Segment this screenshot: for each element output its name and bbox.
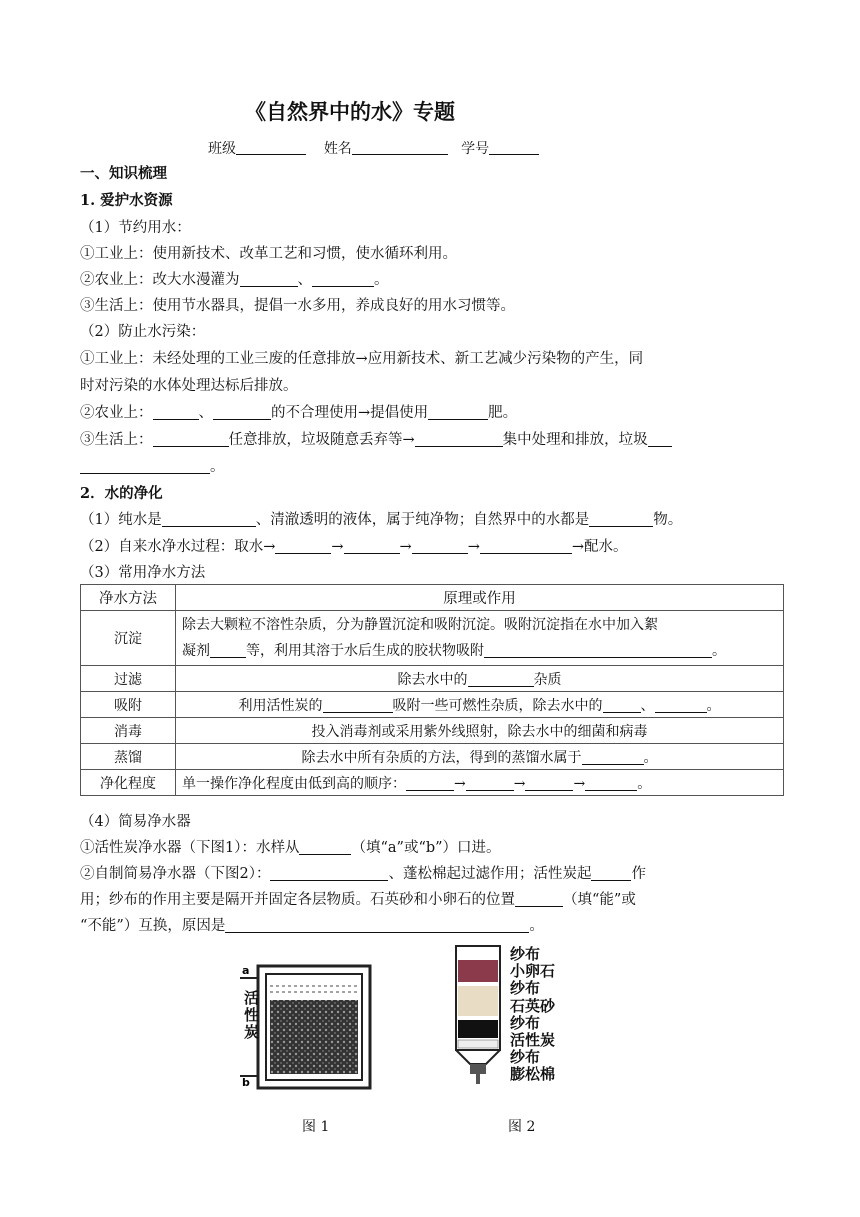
table-cell (176, 770, 784, 796)
table-header: 原理或作用 (176, 585, 784, 611)
text: 。 (637, 775, 652, 792)
label-b: b (242, 1076, 250, 1089)
answer-blank[interactable] (591, 866, 631, 881)
text: 用；纱布的作用主要是隔开并固定各层物质。石英砂和小卵石的位置 (80, 892, 515, 908)
text: → (454, 775, 466, 792)
text-line (80, 428, 672, 449)
answer-blank[interactable] (412, 539, 468, 554)
answer-blank[interactable] (153, 405, 199, 420)
table-cell: 净化程度 (81, 770, 176, 796)
table-row (81, 744, 784, 770)
answer-blank[interactable] (589, 512, 653, 527)
text-line (80, 455, 225, 476)
table-row (81, 770, 784, 796)
bottle-neck (456, 1050, 500, 1064)
answer-blank[interactable] (525, 776, 573, 791)
text: （填“a”或“b”）口进。 (351, 840, 501, 856)
label-gauze: 纱布 (510, 1048, 541, 1067)
text-line: ①工业上：未经处理的工业三废的任意排放→应用新技术、新工艺减少污染物的产生，同 (80, 351, 644, 367)
text: 单一操作净化程度由低到高的顺序： (182, 775, 406, 792)
cotton-layer (458, 1040, 498, 1048)
label-gauze: 纱布 (510, 945, 541, 963)
answer-blank[interactable] (648, 432, 672, 447)
table-cell: 投入消毒剂或采用紫外线照射，除去水中的细菌和病毒 (176, 718, 784, 744)
answer-blank[interactable] (210, 643, 246, 658)
text-line: （1）节约用水： (80, 220, 191, 236)
pebble-layer (458, 960, 498, 982)
text: →配水。 (571, 539, 628, 555)
text-line: （3）常用净水方法 (80, 565, 206, 581)
answer-blank[interactable] (582, 750, 644, 765)
outlet (476, 1074, 480, 1084)
figure-2-homemade-purifier (448, 940, 508, 1088)
text: 。 (374, 272, 389, 288)
answer-blank[interactable] (80, 459, 210, 474)
answer-blank[interactable] (275, 539, 331, 554)
text-line (80, 508, 682, 529)
sand-layer (458, 986, 498, 1016)
answer-blank[interactable] (270, 866, 388, 881)
text: 利用活性炭的 (238, 697, 323, 714)
label-pebble: 小卵石 (510, 962, 556, 981)
label-cotton: 膨松棉 (510, 1065, 556, 1084)
text: → (513, 775, 526, 792)
table-row (81, 718, 784, 744)
text: 。 (210, 459, 225, 475)
text: ②自制简易净水器（下图2）： (80, 866, 271, 882)
answer-blank[interactable] (299, 840, 351, 855)
text: 肥。 (488, 405, 518, 421)
answer-blank[interactable] (585, 776, 637, 791)
text: 。 (706, 697, 721, 714)
carbon-layer (270, 1000, 358, 1074)
text: ②农业上： (80, 405, 153, 421)
label-gauze: 纱布 (510, 1013, 541, 1032)
answer-blank[interactable] (213, 405, 271, 420)
text: 、蓬松棉起过滤作用；活性炭起 (388, 866, 592, 882)
text-line (80, 862, 646, 883)
text: 的不合理使用→提倡使用 (271, 405, 429, 421)
text-line (80, 836, 501, 857)
answer-blank[interactable] (428, 405, 488, 420)
carbon-layer (458, 1020, 498, 1038)
subsection-heading: 2．水的净化 (80, 485, 163, 502)
text: 杂质 (533, 671, 562, 688)
page-title: 《自然界中的水》专题 (245, 100, 455, 124)
answer-blank[interactable] (515, 892, 563, 907)
name-blank[interactable] (352, 140, 448, 155)
answer-blank[interactable] (603, 698, 641, 713)
label-a: a (242, 964, 250, 977)
text: 除去水中的 (397, 671, 468, 688)
answer-blank[interactable] (655, 698, 707, 713)
text: “不能”）互换，原因是 (80, 918, 226, 934)
figure-1-caption: 图 1 (302, 1119, 330, 1135)
text: 集中处理和排放，垃圾 (502, 432, 648, 448)
figure-1-carbon-purifier (240, 956, 380, 1096)
text: 吸附一些可燃性杂质，除去水中的 (392, 697, 603, 714)
text: → (331, 539, 344, 555)
answer-blank[interactable] (415, 432, 503, 447)
number-blank[interactable] (489, 140, 539, 155)
text: 作 (631, 866, 646, 882)
student-info (208, 138, 539, 158)
text: 等，利用其溶于水后生成的胶状物吸附 (246, 643, 484, 659)
table-cell (176, 744, 784, 770)
figure-2-labels (510, 946, 555, 1084)
text: 、 (198, 405, 213, 421)
purification-table (80, 584, 784, 796)
label-carbon: 活性炭 (244, 989, 260, 1041)
table-row (81, 692, 784, 718)
table-cell: 过滤 (81, 666, 176, 692)
text-line: ③生活上：使用节水器具，提倡一水多用，养成良好的用水习惯等。 (80, 298, 515, 314)
text: 任意排放，垃圾随意丢弃等→ (228, 432, 415, 448)
text-line (80, 888, 636, 909)
label-sand: 石英砂 (510, 996, 556, 1015)
answer-blank[interactable] (344, 539, 400, 554)
table-cell (176, 666, 784, 692)
number-label: 学号 (461, 141, 490, 157)
label-gauze: 纱布 (510, 979, 541, 998)
text: → (467, 539, 480, 555)
table-row (81, 611, 784, 666)
table-cell (176, 692, 784, 718)
class-label: 班级 (208, 141, 236, 157)
answer-blank[interactable] (466, 776, 514, 791)
text: （填“能”或 (563, 892, 636, 908)
text-line: （4）简易净水器 (80, 814, 191, 830)
text: 、清澈透明的液体，属于纯净物；自然界中的水都是 (255, 512, 590, 528)
text: 。 (643, 749, 658, 766)
text-line: （2）防止水污染： (80, 324, 206, 340)
text: （2）自来水净水过程：取水→ (80, 539, 276, 555)
text: 、 (640, 697, 655, 714)
answer-blank[interactable] (162, 512, 256, 527)
text-line (80, 268, 389, 289)
answer-blank[interactable] (406, 776, 454, 791)
text: 凝剂 (182, 643, 210, 659)
text-line (80, 535, 628, 556)
figure-2-caption: 图 2 (508, 1119, 536, 1135)
name-label: 姓名 (323, 141, 352, 157)
answer-blank[interactable] (312, 272, 374, 287)
table-row (81, 666, 784, 692)
answer-blank[interactable] (323, 698, 393, 713)
text: 除去水中所有杂质的方法，得到的蒸馏水属于 (301, 749, 582, 766)
text: （1）纯水是 (80, 512, 162, 528)
text-line: 时对污染的水体处理达标后排放。 (80, 378, 298, 394)
text: 物。 (653, 512, 683, 528)
text-line (80, 914, 544, 935)
class-blank[interactable] (236, 140, 306, 155)
text-line: ①工业上：使用新技术、改革工艺和习惯，使水循环利用。 (80, 246, 457, 262)
text: → (399, 539, 412, 555)
answer-blank[interactable] (484, 643, 712, 658)
table-cell: 消毒 (81, 718, 176, 744)
table-header-row (81, 585, 784, 611)
section-heading: 一、知识梳理 (80, 166, 167, 182)
text: 除去大颗粒不溶性杂质，分为静置沉淀和吸附沉淀。吸附沉淀指在水中加入絮 (182, 617, 658, 633)
table-cell (176, 611, 784, 666)
answer-blank[interactable] (468, 672, 534, 687)
answer-blank[interactable] (240, 272, 298, 287)
answer-blank[interactable] (153, 432, 229, 447)
text: ①活性炭净水器（下图1）：水样从 (80, 840, 300, 856)
text: 。 (529, 918, 544, 934)
answer-blank[interactable] (225, 918, 529, 933)
table-header: 净水方法 (81, 585, 176, 611)
table-cell: 蒸馏 (81, 744, 176, 770)
text: 。 (712, 643, 726, 659)
text: 、 (297, 272, 312, 288)
table-cell: 沉淀 (81, 611, 176, 666)
answer-blank[interactable] (480, 539, 572, 554)
text: → (573, 775, 586, 792)
table-cell: 吸附 (81, 692, 176, 718)
subsection-heading: 1. 爱护水资源 (80, 192, 173, 209)
label-carbon: 活性炭 (510, 1031, 556, 1050)
bottle-cap (470, 1064, 486, 1074)
text-line (80, 401, 517, 422)
text: ②农业上：改大水漫灌为 (80, 272, 240, 288)
text: ③生活上： (80, 432, 153, 448)
